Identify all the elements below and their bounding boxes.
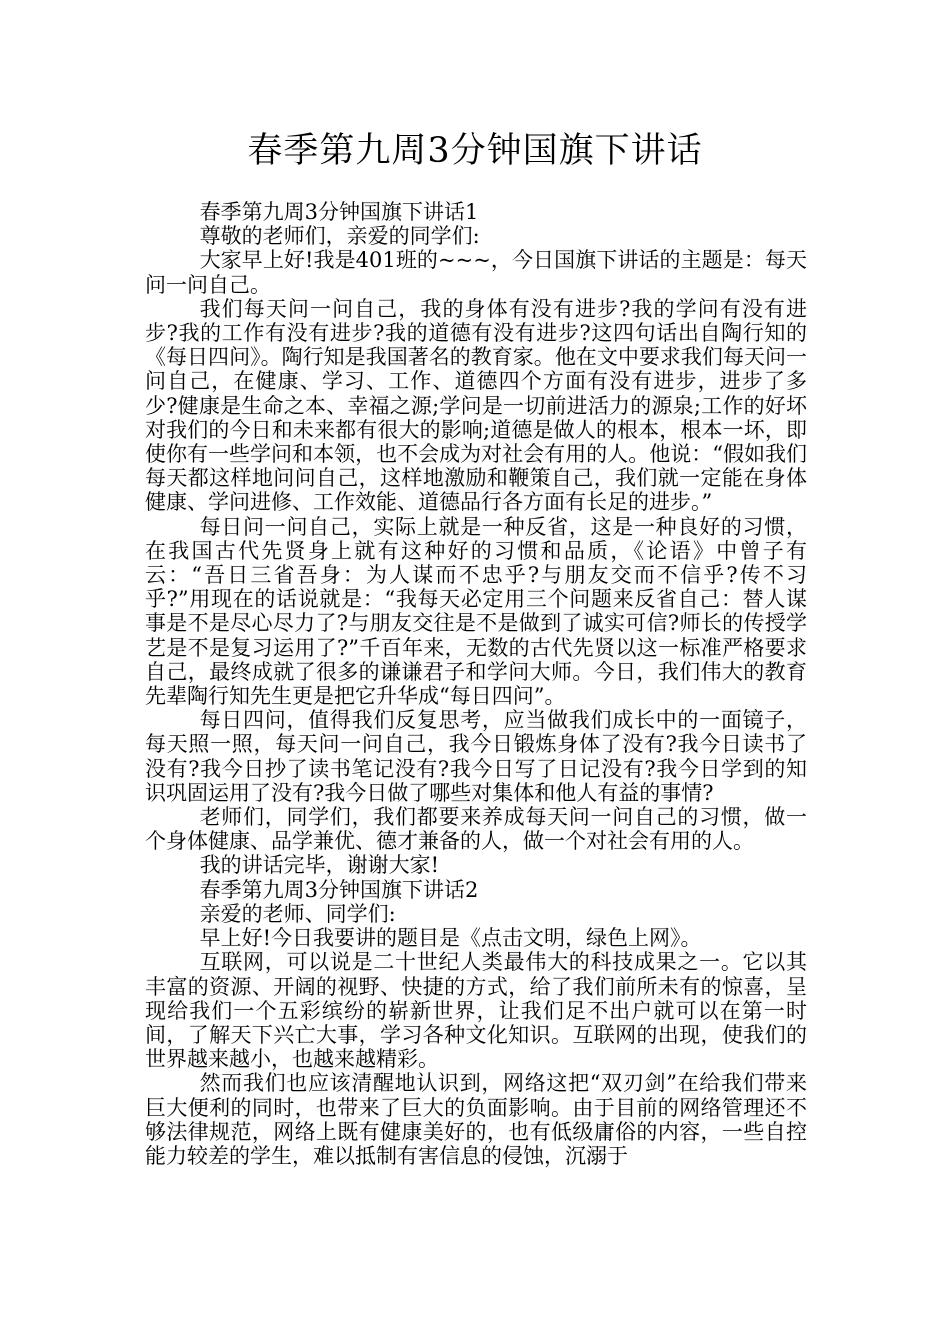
paragraph: 我们每天问一问自己，我的身体有没有进步?我的学问有没有进步?我的工作有没有进步?我的道德有没有进步?这四句话出自陶行知的《每日四问》。陶行知是我国著名的教育家。他在文中要求我们每天问一问自己，在健康、学习、工作、道德四个方面有没有进步，进步了多少?健康是生命之本、幸福之源;学问是一切前进活力的源泉;工作的好坏对我们的今日和未来都有很大的影响;道德是做人的根本，根本一坏，即使你有一些学问和本领，也不会成为对社会有用的人。他说：“假如我们每天都这样地问问自己，这样地激励和鞭策自己，我们就一定能在身体健康、学问进修、工作效能、道德品行各方面有长足的进步。” <box>145 296 807 515</box>
paragraph: 我的讲话完毕，谢谢大家! <box>199 853 440 878</box>
paragraph: 早上好!今日我要讲的题目是《点击文明，绿色上网》。 <box>199 926 702 951</box>
document-body <box>145 200 807 1168</box>
paragraph: 大家早上好!我是401班的~~~，今日国旗下讲话的主题是：每天问一问自己。 <box>145 248 807 297</box>
paragraph: 春季第九周3分钟国旗下讲话2 <box>199 877 479 902</box>
paragraph: 互联网，可以说是二十世纪人类最伟大的科技成果之一。它以其丰富的资源、开阔的视野、快捷的方式，给了我们前所未有的惊喜，呈现给我们一个五彩缤纷的崭新世界，让我们足不出户就可以在第一时间，了解天下兴亡大事，学习各种文化知识。互联网的出现，使我们的世界越来越小，也越来越精彩。 <box>145 950 807 1072</box>
paragraph: 老师们，同学们，我们都要来养成每天问一问自己的习惯，做一个身体健康、品学兼优、德才兼备的人，做一个对社会有用的人。 <box>145 805 807 854</box>
paragraph: 尊敬的老师们，亲爱的同学们: <box>199 224 480 249</box>
document-title: 春季第九周3分钟国旗下讲话 <box>247 131 703 171</box>
paragraph: 每日四问，值得我们反复思考，应当做我们成长中的一面镜子，每天照一照，每天问一问自己，我今日锻炼身体了没有?我今日读书了没有?我今日抄了读书笔记没有?我今日写了日记没有?我今日学到的知识巩固运用了没有?我今日做了哪些对集体和他人有益的事情? <box>145 708 807 805</box>
paragraph: 亲爱的老师、同学们: <box>199 901 396 926</box>
paragraph: 春季第九周3分钟国旗下讲话1 <box>199 200 479 224</box>
paragraph: 然而我们也应该清醒地认识到，网络这把“双刃剑”在给我们带来巨大便利的同时，也带来了巨大的负面影响。由于目前的网络管理还不够法律规范，网络上既有健康美好的，也有低级庸俗的内容，一些自控能力较差的学生，难以抵制有害信息的侵蚀，沉溺于 <box>145 1071 807 1168</box>
paragraph: 每日问一问自己，实际上就是一种反省，这是一种良好的习惯，在我国古代先贤身上就有这种好的习惯和品质，《论语》中曾子有云：“吾日三省吾身：为人谋而不忠乎?与朋友交而不信乎?传不习乎?”用现在的话说就是：“我每天必定用三个问题来反省自己：替人谋事是不是尽心尽力了?与朋友交往是不是做到了诚实可信?师长的传授学艺是不是复习运用了?”千百年来，无数的古代先贤以这一标准严格要求自己，最终成就了很多的谦谦君子和学问大师。今日，我们伟大的教育先辈陶行知先生更是把它升华成“每日四问”。 <box>145 514 807 709</box>
